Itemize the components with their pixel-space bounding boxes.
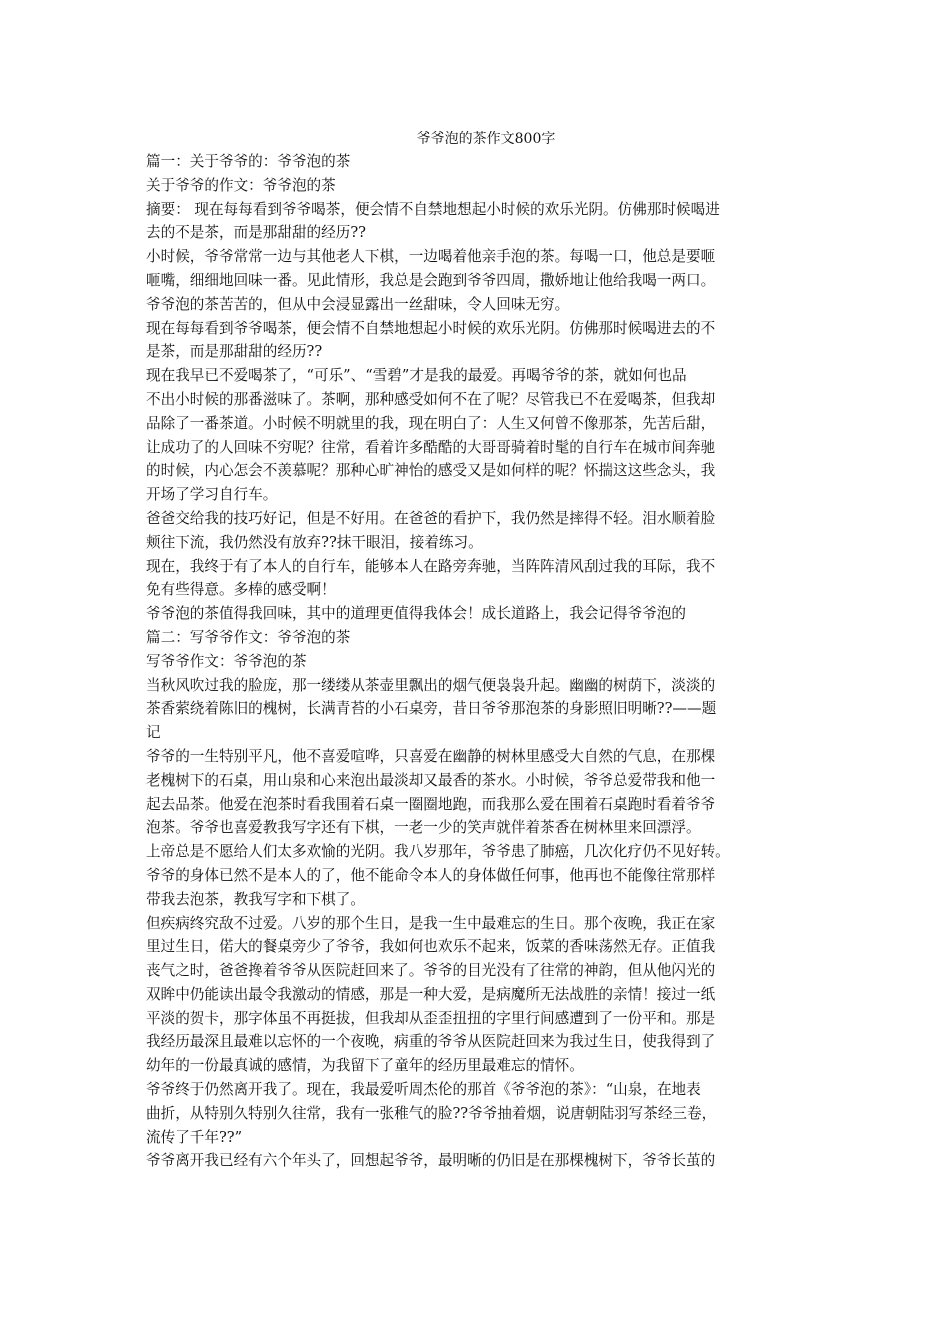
text-line: 去的不是茶，而是那甜甜的经历?? [146,224,366,242]
document-title: 爷爷泡的茶作文800字 [416,131,556,147]
text-line: 开场了学习自行车。 [146,486,278,504]
text-line: 品除了一番茶道。小时候不明就里的我，现在明白了：人生又何曾不像那茶，先苦后甜， [146,414,716,432]
text-line: 茶香萦绕着陈旧的槐树，长满青苔的小石桌旁，昔日爷爷那泡茶的身影照旧明晰??——题 [146,700,717,718]
text-line: 爷爷的身体已然不是本人的了，他不能命令本人的身体做任何事，他再也不能像往常那样 [146,866,716,884]
text-line: 爷爷终于仍然离开我了。现在，我最爱听周杰伦的那首《爷爷泡的茶》：“山泉，在地表 [146,1081,701,1099]
text-line: 流传了千年??” [146,1128,243,1146]
text-line: 现在，我终于有了本人的自行车，能够本人在路旁奔驰，当阵阵清风刮过我的耳际，我不 [146,557,716,575]
document-body [146,150,826,1173]
text-line: 泡茶。爷爷也喜爱教我写字还有下棋，一老一少的笑声就伴着茶香在树林里来回漂浮。 [146,819,701,837]
text-line: 爷爷离开我已经有六个年头了，回想起爷爷，最明晰的仍旧是在那棵槐树下，爷爷长茧的 [146,1152,716,1170]
text-line: 带我去泡茶，教我写字和下棋了。 [146,890,365,908]
text-line: 写爷爷作文：爷爷泡的茶 [146,652,307,670]
text-line: 颊往下流，我仍然没有放弃??抹干眼泪，接着练习。 [146,533,483,551]
text-line: 里过生日，偌大的餐桌旁少了爷爷，我如何也欢乐不起来，饭菜的香味荡然无存。正值我 [146,938,716,956]
text-line: 爸爸交给我的技巧好记，但是不好用。在爸爸的看护下，我仍然是摔得不轻。泪水顺着脸 [146,509,716,527]
text-line: 当秋风吹过我的脸庞，那一缕缕从茶壶里飘出的烟气便袅袅升起。幽幽的树荫下，淡淡的 [146,676,716,694]
text-line: 篇一：关于爷爷的：爷爷泡的茶 [146,153,351,170]
text-line: 免有些得意。多棒的感受啊！ [146,581,336,599]
text-line: 平淡的贺卡，那字体虽不再挺拔，但我却从歪歪扭扭的字里行间感遭到了一份平和。那是 [146,1009,716,1027]
text-line: 但疾病终究敌不过爱。八岁的那个生日，是我一生中最难忘的生日。那个夜晚，我正在家 [146,914,716,932]
text-line: 爷爷泡的茶值得我回味，其中的道理更值得我体会！成长道路上，我会记得爷爷泡的 [146,605,686,623]
text-line: 幼年的一份最真诚的感情，为我留下了童年的经历里最难忘的情怀。 [146,1057,584,1075]
text-line: 老槐树下的石桌，用山泉和心来泡出最淡却又最香的茶水。小时候，爷爷总爱带我和他一 [146,771,716,789]
text-line: 咂嘴，细细地回味一番。见此情形，我总是会跑到爷爷四周，撒娇地让他给我喝一两口。 [146,271,716,289]
text-line: 丧气之时，爸爸搀着爷爷从医院赶回来了。爷爷的目光没有了往常的神韵，但从他闪光的 [146,962,716,980]
text-line: 曲折，从特别久特别久往常，我有一张稚气的脸??爷爷抽着烟，说唐朝陆羽写茶经三卷， [146,1104,717,1122]
text-line: 爷爷泡的茶苦苦的，但从中会浸显露出一丝甜味，令人回味无穷。 [146,295,570,313]
text-line: 起去品茶。他爱在泡茶时看我围着石桌一圈圈地跑，而我那么爱在围着石桌跑时看着爷爷 [146,795,716,813]
text-line: 让成功了的人回味不穷呢？往常，看着许多酷酷的大哥哥骑着时髦的自行车在城市间奔驰 [146,438,716,456]
text-line: 双眸中仍能读出最令我激动的情感，那是一种大爱，是病魔所无法战胜的亲情！接过一纸 [146,985,716,1003]
text-line: 摘要： 现在每每看到爷爷喝茶，便会情不自禁地想起小时候的欢乐光阴。仿佛那时候喝进 [146,200,720,218]
text-line: 关于爷爷的作文：爷爷泡的茶 [146,176,336,194]
text-line: 我经历最深且最难以忘怀的一个夜晚，病重的爷爷从医院赶回来为我过生日，使我得到了 [146,1033,716,1051]
text-line: 不出小时候的那番滋味了。茶啊，那种感受如何不在了呢？尽管我已不在爱喝茶，但我却 [146,390,716,408]
text-line: 小时候，爷爷常常一边与其他老人下棋，一边喝着他亲手泡的茶。每喝一口，他总是要咂 [146,248,716,266]
text-line: 是茶，而是那甜甜的经历?? [146,343,323,361]
text-line: 的时候，内心怎会不羡慕呢？那种心旷神怡的感受又是如何样的呢？怀揣这这些念头，我 [146,462,716,480]
text-line: 篇二：写爷爷作文：爷爷泡的茶 [146,628,351,646]
text-line: 记 [146,724,161,742]
text-line: 现在每每看到爷爷喝茶，便会情不自禁地想起小时候的欢乐光阴。仿佛那时候喝进去的不 [146,319,716,337]
text-line: 上帝总是不愿给人们太多欢愉的光阴。我八岁那年，爷爷患了肺癌，几次化疗仍不见好转。 [146,843,730,861]
text-line: 爷爷的一生特别平凡，他不喜爱喧哗，只喜爱在幽静的树林里感受大自然的气息，在那棵 [146,747,716,765]
text-line: 现在我早已不爱喝茶了，“可乐”、“雪碧”才是我的最爱。再喝爷爷的茶，就如何也品 [146,367,687,385]
